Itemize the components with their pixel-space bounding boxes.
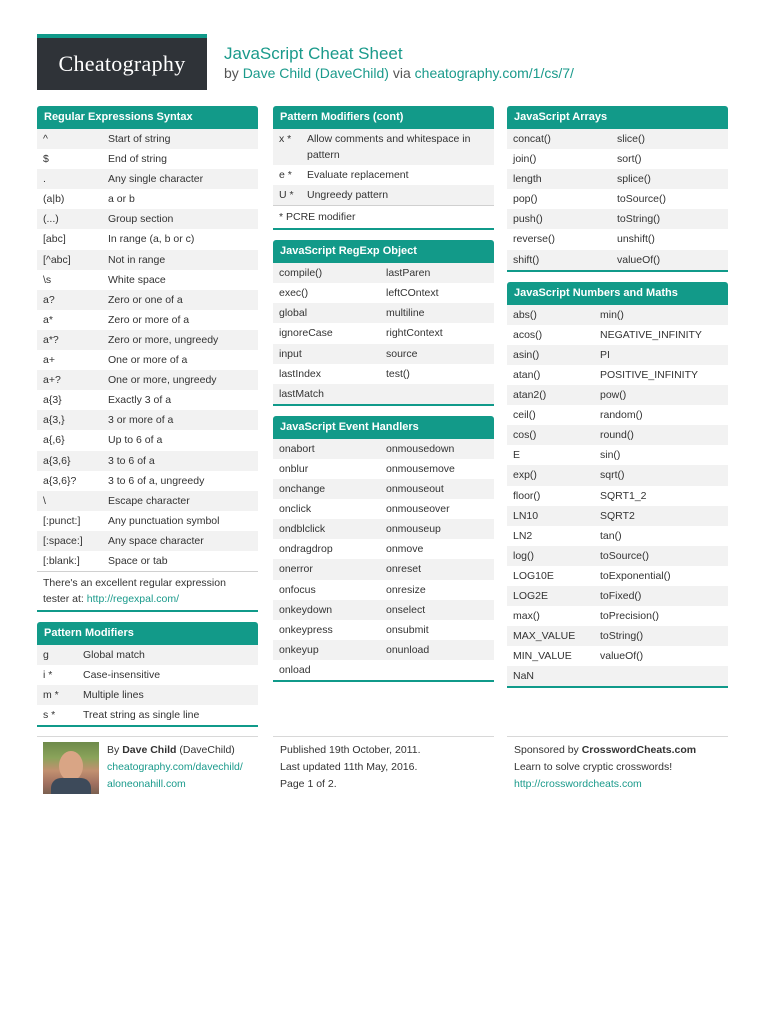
- row-value: POSITIVE_INFINITY: [600, 368, 699, 381]
- row-key: lastMatch: [279, 387, 324, 400]
- table-row: [273, 263, 494, 283]
- row-key: lastIndex: [279, 367, 322, 380]
- row-value: Zero or one of a: [108, 293, 183, 306]
- row-key: i *: [43, 669, 53, 682]
- row-key: global: [279, 307, 308, 320]
- table-row: [37, 250, 258, 270]
- table-row: [273, 620, 494, 640]
- table-row: [37, 209, 258, 229]
- row-value: Group section: [108, 213, 174, 226]
- event-handlers-section: [273, 416, 494, 682]
- row-key: exp(): [513, 469, 537, 482]
- row-key: push(): [513, 213, 543, 226]
- row-key: a{3,6}: [43, 454, 71, 467]
- published-date: Published 19th October, 2011.: [280, 744, 421, 756]
- row-key: MIN_VALUE: [513, 650, 572, 663]
- publish-info: [280, 742, 421, 793]
- table-row: [507, 229, 728, 249]
- table-row: [273, 364, 494, 384]
- row-key: [abc]: [43, 233, 66, 246]
- row-key: s *: [43, 709, 56, 722]
- row-key: log(): [513, 549, 535, 562]
- byline-by: by: [224, 65, 239, 81]
- row-key: (...): [43, 213, 59, 226]
- row-value: Any single character: [108, 173, 204, 186]
- table-row: [273, 323, 494, 343]
- row-key: a*: [43, 313, 53, 326]
- table-row: [273, 640, 494, 660]
- row-value: Global match: [83, 649, 145, 662]
- row-value: In range (a, b or c): [108, 233, 195, 246]
- table-row: [507, 506, 728, 526]
- row-key: (a|b): [43, 193, 65, 206]
- row-key: atan(): [513, 368, 541, 381]
- regex-syntax-section: [37, 106, 258, 612]
- regexpal-link[interactable]: http://regexpal.com/: [86, 593, 179, 606]
- column-2: [273, 106, 494, 692]
- row-key: e *: [279, 169, 292, 181]
- row-value: Evaluate replacement: [307, 169, 409, 181]
- table-row: [37, 410, 258, 430]
- row-value: onmousedown: [386, 442, 455, 455]
- row-key: ceil(): [513, 409, 536, 422]
- row-key: floor(): [513, 489, 541, 502]
- table-row: [37, 685, 258, 705]
- row-value: White space: [108, 273, 166, 286]
- table-row: [37, 531, 258, 551]
- row-key: \: [43, 494, 46, 507]
- row-value: Multiple lines: [83, 689, 144, 702]
- row-key: ^: [43, 133, 48, 145]
- row-key: [^abc]: [43, 253, 71, 266]
- table-row: [273, 660, 494, 680]
- table-row: [273, 539, 494, 559]
- row-value: onmove: [386, 543, 424, 556]
- row-value: onresize: [386, 583, 426, 596]
- row-value: Any punctuation symbol: [108, 514, 220, 527]
- row-value: onsubmit: [386, 623, 429, 636]
- sponsor-info: [514, 742, 696, 793]
- row-value: [600, 668, 722, 684]
- row-value: Start of string: [108, 133, 171, 145]
- table-row: [273, 580, 494, 600]
- table-row: [507, 385, 728, 405]
- row-value: onmousemove: [386, 462, 455, 475]
- row-value: End of string: [108, 153, 167, 166]
- arrays-section: [507, 106, 728, 272]
- table-row: [507, 626, 728, 646]
- row-value: test(): [386, 367, 410, 380]
- row-key: length: [513, 173, 542, 186]
- row-value: toPrecision(): [600, 610, 659, 623]
- row-value: unshift(): [617, 233, 655, 246]
- row-value: Any space character: [108, 534, 204, 547]
- sponsored-by: Sponsored by: [514, 744, 579, 756]
- row-key: abs(): [513, 308, 537, 321]
- row-value: onmouseup: [386, 523, 441, 536]
- updated-date: Last updated 11th May, 2016.: [280, 761, 418, 773]
- table-row: [37, 330, 258, 350]
- pcre-note: * PCRE modifier: [273, 205, 494, 228]
- numbers-maths-rows: [507, 305, 728, 687]
- table-row: [507, 405, 728, 425]
- row-key: .: [43, 173, 46, 186]
- author-line: [107, 742, 243, 759]
- table-row: [507, 305, 728, 325]
- row-value: source: [386, 347, 418, 360]
- row-key: \s: [43, 273, 52, 286]
- table-row: [273, 519, 494, 539]
- row-value: [386, 386, 488, 402]
- row-key: onkeyup: [279, 643, 319, 656]
- row-value: onunload: [386, 643, 430, 656]
- row-key: onerror: [279, 563, 313, 576]
- row-key: a*?: [43, 333, 59, 346]
- table-row: [507, 325, 728, 345]
- table-row: [507, 586, 728, 606]
- author-profile-link[interactable]: cheatography.com/davechild/: [107, 761, 243, 773]
- row-value: toSource(): [617, 193, 667, 206]
- table-row: [273, 185, 494, 205]
- row-key: LOG2E: [513, 589, 549, 602]
- table-row: [37, 270, 258, 290]
- row-key: a?: [43, 293, 55, 306]
- row-value: onselect: [386, 603, 426, 616]
- row-key: onfocus: [279, 583, 316, 596]
- table-row: [507, 486, 728, 506]
- row-value: [386, 662, 488, 678]
- row-key: concat(): [513, 133, 551, 145]
- regexp-object-rows: [273, 263, 494, 404]
- row-value: Exactly 3 of a: [108, 394, 172, 407]
- row-key: LOG10E: [513, 569, 554, 582]
- byline: [224, 65, 574, 81]
- row-value: Zero or more of a: [108, 313, 190, 326]
- row-value: sort(): [617, 153, 642, 166]
- table-row: [273, 439, 494, 459]
- table-row: [507, 250, 728, 270]
- table-row: [37, 511, 258, 531]
- section-header: JavaScript Arrays: [507, 106, 728, 129]
- table-row: [37, 705, 258, 725]
- row-value: a or b: [108, 193, 135, 206]
- row-key: a{,6}: [43, 434, 65, 447]
- page-title: JavaScript Cheat Sheet: [224, 44, 403, 63]
- row-key: a{3,}: [43, 414, 65, 427]
- table-row: [37, 149, 258, 169]
- row-key: U *: [279, 189, 294, 202]
- avatar-head: [59, 751, 83, 781]
- row-key: ondblclick: [279, 523, 326, 536]
- row-value: toExponential(): [600, 569, 671, 582]
- table-row: [37, 645, 258, 665]
- row-value: onmouseout: [386, 483, 444, 496]
- table-row: [507, 149, 728, 169]
- section-header: Pattern Modifiers (cont): [273, 106, 494, 129]
- section-header: Pattern Modifiers: [37, 622, 258, 645]
- row-key: a{3}: [43, 394, 62, 407]
- table-row: [37, 129, 258, 149]
- row-key: a{3,6}?: [43, 474, 77, 487]
- row-key: MAX_VALUE: [513, 630, 576, 643]
- row-key: onkeypress: [279, 623, 333, 636]
- row-key: shift(): [513, 253, 540, 266]
- table-row: [273, 129, 494, 165]
- footer-divider: [37, 736, 258, 737]
- avatar-body: [51, 778, 91, 794]
- pattern-modifiers-cont-section: [273, 106, 494, 230]
- row-value: toString(): [600, 630, 644, 643]
- row-key: onload: [279, 663, 311, 676]
- sponsor-name: CrosswordCheats.com: [581, 744, 697, 756]
- row-value: sin(): [600, 449, 621, 462]
- row-value: slice(): [617, 133, 645, 145]
- table-row: [507, 646, 728, 666]
- footer-divider: [507, 736, 728, 737]
- row-value: One or more of a: [108, 354, 188, 367]
- byline-via: via: [392, 65, 411, 81]
- table-row: [37, 471, 258, 491]
- row-key: onabort: [279, 442, 315, 455]
- author-by: By: [107, 744, 120, 756]
- section-header: JavaScript Event Handlers: [273, 416, 494, 439]
- regex-note-text: There's an excellent regular expression tester at:: [43, 577, 226, 606]
- row-key: m *: [43, 689, 59, 702]
- row-value: onreset: [386, 563, 422, 576]
- table-row: [507, 345, 728, 365]
- table-row: [273, 600, 494, 620]
- table-row: [273, 303, 494, 323]
- table-row: [507, 189, 728, 209]
- regex-syntax-rows: [37, 129, 258, 571]
- sponsor-link[interactable]: http://crosswordcheats.com: [514, 778, 642, 790]
- row-value: multiline: [386, 307, 425, 320]
- row-key: [:punct:]: [43, 514, 81, 527]
- row-key: onblur: [279, 462, 309, 475]
- row-value: SQRT2: [600, 509, 635, 522]
- row-value: valueOf(): [600, 650, 644, 663]
- table-row: [507, 666, 728, 686]
- numbers-maths-section: [507, 282, 728, 689]
- row-key: a+?: [43, 374, 61, 387]
- section-header: Regular Expressions Syntax: [37, 106, 258, 129]
- row-value: Treat string as single line: [83, 709, 200, 722]
- row-value: pow(): [600, 389, 627, 402]
- row-key: onkeydown: [279, 603, 333, 616]
- row-value: PI: [600, 348, 610, 361]
- row-key: exec(): [279, 287, 309, 300]
- row-key: compile(): [279, 267, 323, 280]
- table-row: [37, 390, 258, 410]
- row-value: Escape character: [108, 494, 190, 507]
- row-value: splice(): [617, 173, 651, 186]
- row-value: random(): [600, 409, 643, 422]
- table-row: [507, 445, 728, 465]
- row-key: input: [279, 347, 302, 360]
- author-handle: (DaveChild): [179, 744, 235, 756]
- table-row: [507, 526, 728, 546]
- row-key: reverse(): [513, 233, 556, 246]
- row-value: Up to 6 of a: [108, 434, 163, 447]
- table-row: [37, 665, 258, 685]
- row-value: 3 or more of a: [108, 414, 174, 427]
- sponsor-tagline: Learn to solve cryptic crosswords!: [514, 761, 673, 773]
- table-row: [507, 546, 728, 566]
- table-row: [37, 189, 258, 209]
- row-value: rightContext: [386, 327, 443, 340]
- row-key: [:space:]: [43, 534, 83, 547]
- pattern-modifiers-rows: [37, 645, 258, 725]
- pattern-modifiers-cont-rows: [273, 129, 494, 205]
- row-value: leftCOntext: [386, 287, 439, 300]
- table-row: [507, 169, 728, 189]
- row-key: $: [43, 153, 49, 166]
- regexp-object-section: [273, 240, 494, 406]
- table-row: [37, 229, 258, 249]
- table-row: [37, 451, 258, 471]
- row-key: NaN: [513, 670, 535, 683]
- row-value: Ungreedy pattern: [307, 189, 389, 202]
- row-value: 3 to 6 of a, ungreedy: [108, 474, 205, 487]
- cheatography-logo[interactable]: [37, 34, 207, 90]
- row-key: join(): [513, 153, 537, 166]
- row-key: onclick: [279, 503, 312, 516]
- author-footer: [107, 742, 243, 793]
- row-key: x *: [279, 133, 292, 145]
- section-header: JavaScript RegExp Object: [273, 240, 494, 263]
- row-key: asin(): [513, 348, 540, 361]
- table-row: [507, 465, 728, 485]
- row-value: tan(): [600, 529, 622, 542]
- table-row: [273, 499, 494, 519]
- row-value: Case-insensitive: [83, 669, 161, 682]
- column-3: [507, 106, 728, 698]
- row-value: Allow comments and whitespace in pattern: [307, 133, 471, 161]
- author-avatar: [43, 742, 99, 794]
- table-row: [37, 491, 258, 511]
- row-value: round(): [600, 429, 634, 442]
- row-value: One or more, ungreedy: [108, 374, 217, 387]
- page-count: Page 1 of 2.: [280, 778, 337, 790]
- column-1: [37, 106, 258, 737]
- table-row: [37, 290, 258, 310]
- logo-text: Cheatography: [58, 51, 186, 76]
- table-row: [507, 566, 728, 586]
- table-row: [273, 384, 494, 404]
- row-value: toSource(): [600, 549, 650, 562]
- row-key: LN10: [513, 509, 539, 522]
- regex-note: [37, 571, 258, 610]
- sponsor-line: [514, 742, 696, 759]
- arrays-rows: [507, 129, 728, 270]
- table-row: [507, 129, 728, 149]
- row-value: toString(): [617, 213, 661, 226]
- author-site-link[interactable]: aloneonahill.com: [107, 778, 186, 790]
- table-row: [37, 430, 258, 450]
- row-key: acos(): [513, 328, 543, 341]
- table-row: [507, 425, 728, 445]
- row-value: NEGATIVE_INFINITY: [600, 328, 702, 341]
- row-key: E: [513, 449, 521, 462]
- row-value: Space or tab: [108, 554, 168, 567]
- sheet-url-link[interactable]: cheatography.com/1/cs/7/: [414, 65, 574, 81]
- event-handlers-rows: [273, 439, 494, 680]
- author-link[interactable]: Dave Child (DaveChild): [242, 65, 389, 81]
- table-row: [37, 551, 258, 571]
- row-key: max(): [513, 610, 540, 623]
- table-row: [37, 310, 258, 330]
- table-row: [37, 169, 258, 189]
- row-value: Not in range: [108, 253, 166, 266]
- row-key: pop(): [513, 193, 538, 206]
- row-key: onchange: [279, 483, 326, 496]
- author-name: Dave Child: [122, 744, 177, 756]
- row-key: a+: [43, 354, 55, 367]
- table-row: [507, 365, 728, 385]
- row-key: g: [43, 649, 49, 662]
- table-row: [273, 559, 494, 579]
- row-value: min(): [600, 308, 624, 321]
- row-value: lastParen: [386, 267, 431, 280]
- pattern-modifiers-section: [37, 622, 258, 727]
- row-key: [:blank:]: [43, 554, 80, 567]
- table-row: [273, 459, 494, 479]
- footer-divider: [273, 736, 494, 737]
- table-row: [507, 209, 728, 229]
- section-header: JavaScript Numbers and Maths: [507, 282, 728, 305]
- row-value: valueOf(): [617, 253, 661, 266]
- table-row: [273, 165, 494, 185]
- row-value: onmouseover: [386, 503, 450, 516]
- table-row: [37, 350, 258, 370]
- row-key: ondragdrop: [279, 543, 333, 556]
- row-key: atan2(): [513, 389, 547, 402]
- row-value: toFixed(): [600, 589, 642, 602]
- row-value: 3 to 6 of a: [108, 454, 155, 467]
- table-row: [273, 283, 494, 303]
- row-key: cos(): [513, 429, 537, 442]
- row-value: SQRT1_2: [600, 489, 647, 502]
- row-key: LN2: [513, 529, 533, 542]
- row-value: sqrt(): [600, 469, 625, 482]
- row-value: Zero or more, ungreedy: [108, 333, 219, 346]
- table-row: [273, 344, 494, 364]
- table-row: [273, 479, 494, 499]
- table-row: [37, 370, 258, 390]
- row-key: ignoreCase: [279, 327, 333, 340]
- table-row: [507, 606, 728, 626]
